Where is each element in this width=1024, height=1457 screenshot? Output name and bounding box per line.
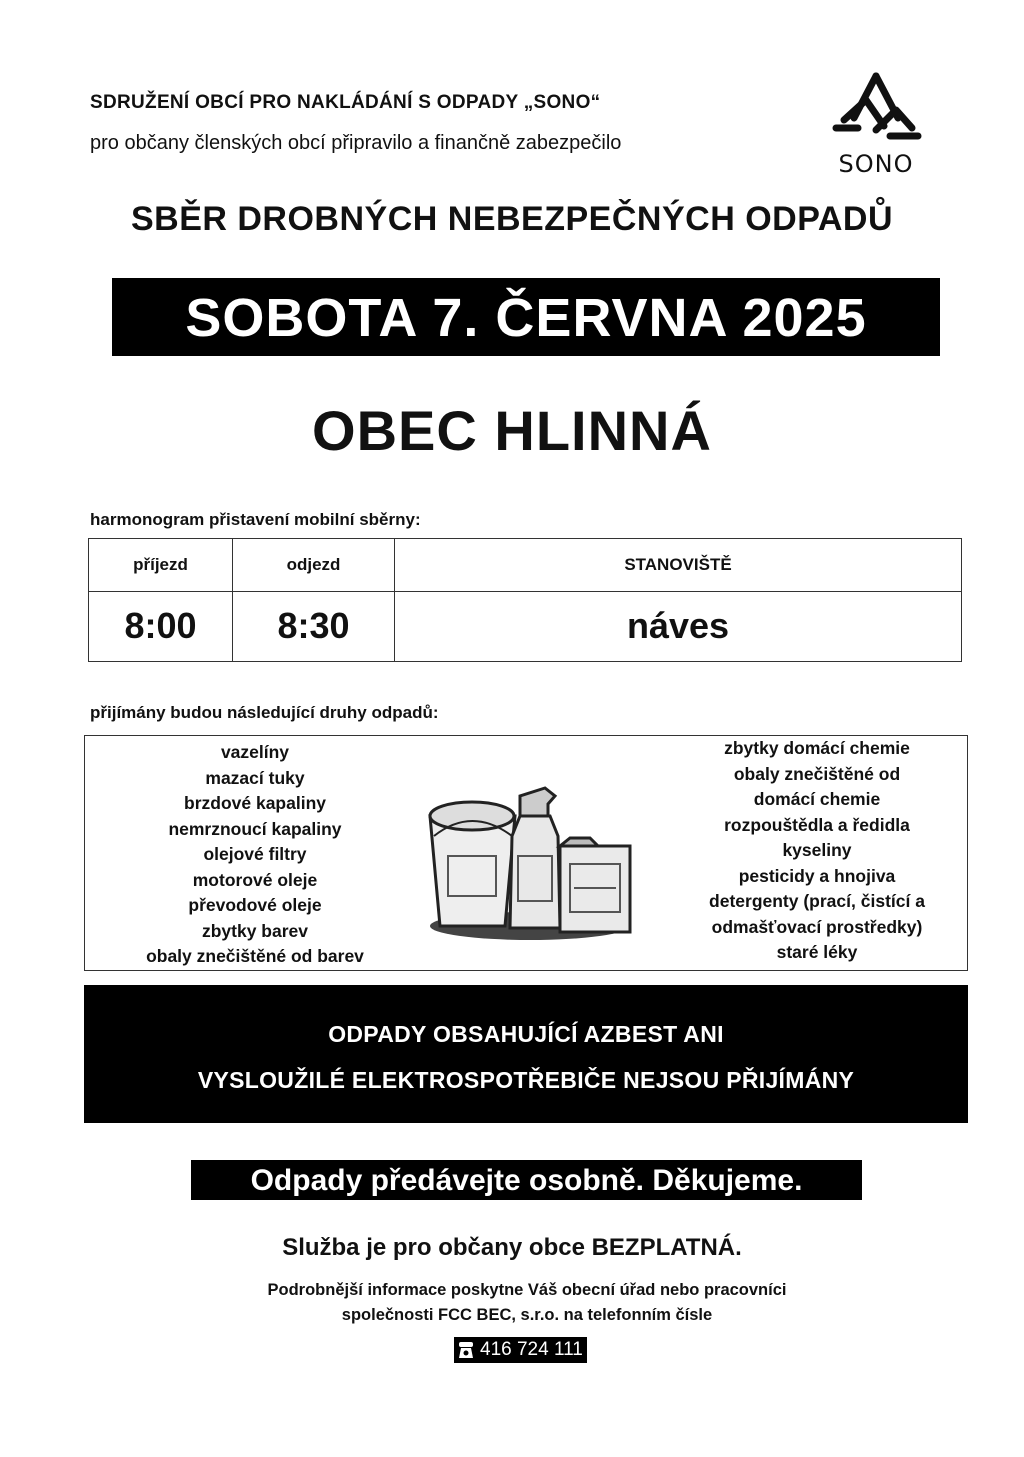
telephone-icon [458,1341,474,1359]
list-item: zbytky domácí chemie [724,738,910,758]
list-item: kyseliny [782,840,852,860]
date-banner: SOBOTA 7. ČERVNA 2025 [112,278,940,356]
list-item: nemrznoucí kapaliny [168,818,342,839]
list-item: staré léky [776,942,858,962]
info-line-2: společnosti FCC BEC, s.r.o. na telefonním čísle [341,1306,713,1324]
list-item: detergenty (prací, čistící a [709,891,925,911]
left-waste-list [85,740,425,970]
list-item: rozpouštědla a ředidla [724,814,910,835]
arrival-time: 8:00 [124,605,197,646]
departure-time: 8:30 [232,591,394,661]
warning-line-2: VYSLOUŽILÉ ELEKTROSPOTŘEBIČE NEJSOU PŘIJÍMÁNY [197,1067,855,1093]
list-item: obaly znečištěné od barev [146,946,364,966]
list-item: odmašťovací prostředky) [711,916,923,937]
schedule-table [88,538,962,662]
list-item: brzdové kapaliny [184,793,326,813]
free-service-note: Služba je pro občany obce BEZPLATNÁ. [282,1234,742,1261]
warning-banner [84,985,968,1123]
village-name: OBEC HLINNÁ [312,399,712,462]
list-item: domácí chemie [753,789,881,809]
right-waste-list [667,736,967,966]
list-item: převodové oleje [188,895,322,915]
logo-text: SONO [838,150,914,178]
waste-types-box [84,735,968,971]
organization-subtitle: pro občany členských obcí připravilo a finančně zabezpečilo [90,132,622,154]
header-location: STANOVIŠTĚ [394,539,961,591]
list-item: olejové filtry [203,844,307,864]
list-item: pesticidy a hnojiva [738,865,896,886]
list-item: mazací tuky [205,767,305,788]
list-item: motorové oleje [192,869,318,890]
list-item: zbytky barev [201,920,309,941]
header-departure: odjezd [232,539,394,591]
schedule-label: harmonogram přistavení mobilní sběrny: [90,510,421,529]
info-line-1: Podrobnější informace poskytne Váš obecní úřad nebo pracovníci [267,1281,787,1299]
list-item: obaly znečištěné od [733,763,901,784]
warning-line-1: ODPADY OBSAHUJÍCÍ AZBEST ANI [328,1021,724,1047]
chemical-containers-icon [420,776,645,944]
list-item: vazelíny [220,742,290,762]
organization-name: SDRUŽENÍ OBCÍ PRO NAKLÁDÁNÍ S ODPADY „SONO“ [90,92,601,113]
main-heading: SBĚR DROBNÝCH NEBEZPEČNÝCH ODPADŮ [130,200,894,238]
phone-contact [454,1337,587,1363]
phone-number: 416 724 111 [480,1339,583,1360]
schedule-header-row [89,539,961,592]
header-arrival: příjezd [133,555,188,574]
handover-banner: Odpady předávejte osobně. Děkujeme. [191,1160,862,1200]
accepted-waste-label: přijímány budou následující druhy odpadů: [90,703,439,722]
location: náves [394,591,961,661]
schedule-row [89,591,961,661]
